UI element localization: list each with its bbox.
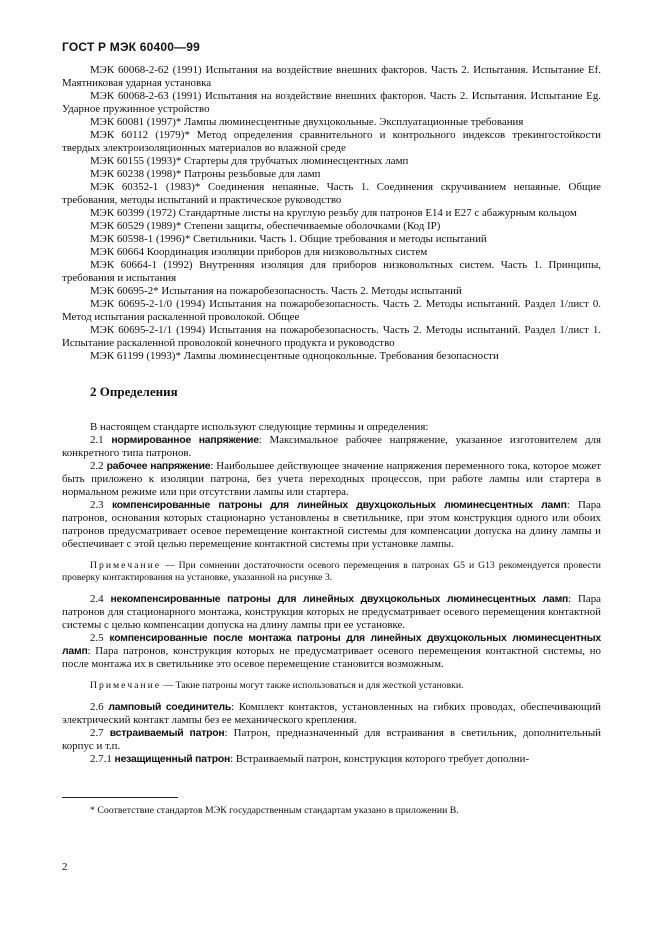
reference-item: МЭК 60399 (1972) Стандартные листы на круглую резьбу для патронов Е14 и Е27 с абажурным кольцом [90, 207, 577, 219]
definition-text: : Комплект контактов, установленных на гибких проводах, обеспечивающий электрический контакт лампы без ее механического крепления. [62, 701, 601, 726]
reference-item: МЭК 60664-1 (1992) Внутренняя изоляция для приборов низковольтных систем. Часть 1. Принципы, требования и испытания [62, 259, 601, 284]
definition-number: 2.6 [90, 701, 104, 713]
definition-text: : Наибольшее действующее значение напряжения переменного тока, которое может быть приложено к изоляции патрона, без учета переходных процессов, при работе лампы или стартера в нормальном режиме или при отсутствии лампы или стартера. [62, 460, 601, 498]
definition-2-5 [62, 632, 601, 671]
footnote-divider [62, 797, 178, 798]
references-list [62, 64, 601, 363]
definition-text: : Максимальное рабочее напряжение, указанное изготовителем для конкретного типа патронов. [62, 434, 601, 459]
note-2 [62, 680, 601, 692]
note-label: Примечание [90, 680, 162, 691]
definition-text: : Встраиваемый патрон, конструкция которого требует дополни- [230, 753, 530, 765]
definition-number: 2.3 [90, 499, 104, 511]
definition-term: компенсированные после монтажа патроны для линейных двухцокольных люминесцентных ламп [62, 633, 601, 657]
definition-term: ламповый соединитель [108, 702, 232, 713]
section-title: 2 Определения [90, 384, 178, 399]
definition-term: рабочее напряжение [106, 461, 211, 472]
reference-item: МЭК 60112 (1979)* Метод определения сравнительного и контрольного индексов трекингостойкости твердых электроизоляционных материалов во влажной среде [62, 129, 601, 154]
note-text: — Такие патроны могут также использоваться и для жесткой установки. [161, 680, 464, 691]
definition-term: встраиваемый патрон [109, 728, 225, 739]
reference-item: МЭК 60695-2* Испытания на пожаробезопасность. Часть 2. Методы испытаний [90, 285, 462, 297]
reference-item: МЭК 60238 (1998)* Патроны резьбовые для ламп [90, 168, 321, 180]
definition-term: компенсированные патроны для линейных двухцокольных люминесцентных ламп [111, 500, 567, 511]
note-text: — При сомнении достаточности осевого перемещения в патронах G5 и G13 рекомендуется провести проверку контактирования на установке, указанной на рисунке 3. [62, 560, 601, 583]
definition-number: 2.7 [90, 727, 104, 739]
definition-text: : Пара патронов для стационарного монтажа, конструкция которых не предусматривает осевого перемещения контактной системы с целью компенсации допуска на длину лампы при ее установке. [62, 593, 601, 631]
section-intro: В настоящем стандарте используют следующие термины и определения: [90, 421, 429, 433]
note-label: Примечание [90, 560, 162, 571]
definition-2-2 [62, 460, 601, 499]
definition-number: 2.2 [90, 460, 104, 472]
definition-2-7-1 [62, 753, 601, 766]
note-1 [62, 560, 601, 584]
definition-text: : Пара патронов, основания которых стационарно установлены в светильнике, при этом конструкция одного или обоих патронов предусматривает осевое перемещение контактной системы для компенсации допуска на длину лампы и обеспечивает с этой целью перемещение контактной системы при установке лампы. [62, 499, 601, 550]
reference-item: МЭК 60598-1 (1996)* Светильники. Часть 1. Общие требования и методы испытаний [90, 233, 487, 245]
definition-number: 2.4 [90, 593, 104, 605]
document-body [62, 64, 601, 766]
reference-item: МЭК 60529 (1989)* Степени защиты, обеспечиваемые оболочками (Код IP) [90, 220, 441, 232]
reference-item: МЭК 61199 (1993)* Лампы люминесцентные одноцокольные. Требования безопасности [90, 350, 499, 362]
definition-number: 2.7.1 [90, 753, 112, 765]
definition-number: 2.1 [90, 434, 104, 446]
definition-term: незащищенный патрон [114, 754, 231, 765]
definition-2-4 [62, 593, 601, 632]
definition-2-7 [62, 727, 601, 753]
page-header: ГОСТ Р МЭК 60400—99 [62, 40, 201, 54]
reference-item: МЭК 60695-2-1/1 (1994) Испытания на пожаробезопасность. Часть 2. Методы испытаний. Раздел 1/лист 1. Испытание раскаленной проволокой конечного продукта и руководство [62, 324, 601, 349]
reference-item: МЭК 60068-2-63 (1991) Испытания на воздействие внешних факторов. Часть 2. Испытания. Испытание Eg. Ударное пружинное устройство [62, 90, 601, 115]
reference-item: МЭК 60068-2-62 (1991) Испытания на воздействие внешних факторов. Часть 2. Испытания. Испытание Ef. Маятниковая ударная установка [62, 64, 601, 89]
definition-2-1 [62, 434, 601, 460]
footnote: * Соответствие стандартов МЭК государственным стандартам указано в приложении В. [90, 805, 459, 816]
definition-text: : Пара патронов, конструкция которых не предусматривает осевого перемещения контактной системы, но после монтажа их в светильнике это осевое перемещение становится возможным. [62, 645, 601, 670]
definition-2-3 [62, 499, 601, 551]
definition-term: нормированное напряжение [111, 435, 259, 446]
definition-number: 2.5 [90, 632, 104, 644]
page-number: 2 [62, 861, 68, 873]
definition-2-6 [62, 701, 601, 727]
definition-text: : Патрон, предназначенный для встраивания в светильник, дополнительный корпус и т.п. [62, 727, 601, 752]
reference-item: МЭК 60664 Координация изоляции приборов для низковольтных систем [90, 246, 428, 258]
reference-item: МЭК 60081 (1997)* Лампы люминесцентные двухцокольные. Эксплуатационные требования [90, 116, 524, 128]
reference-item: МЭК 60352-1 (1983)* Соединения непаяные. Часть 1. Соединения скручиванием непаяные. Общие требования, методы испытаний и практическое руководство [62, 181, 601, 206]
definition-term: некомпенсированные патроны для линейных двухцокольных люминесцентных ламп [110, 594, 569, 605]
reference-item: МЭК 60155 (1993)* Стартеры для трубчатых люминесцентных ламп [90, 155, 409, 167]
reference-item: МЭК 60695-2-1/0 (1994) Испытания на пожаробезопасность. Часть 2. Методы испытаний. Раздел 1/лист 0. Метод испытания раскаленной проволокой. Общее [62, 298, 601, 323]
